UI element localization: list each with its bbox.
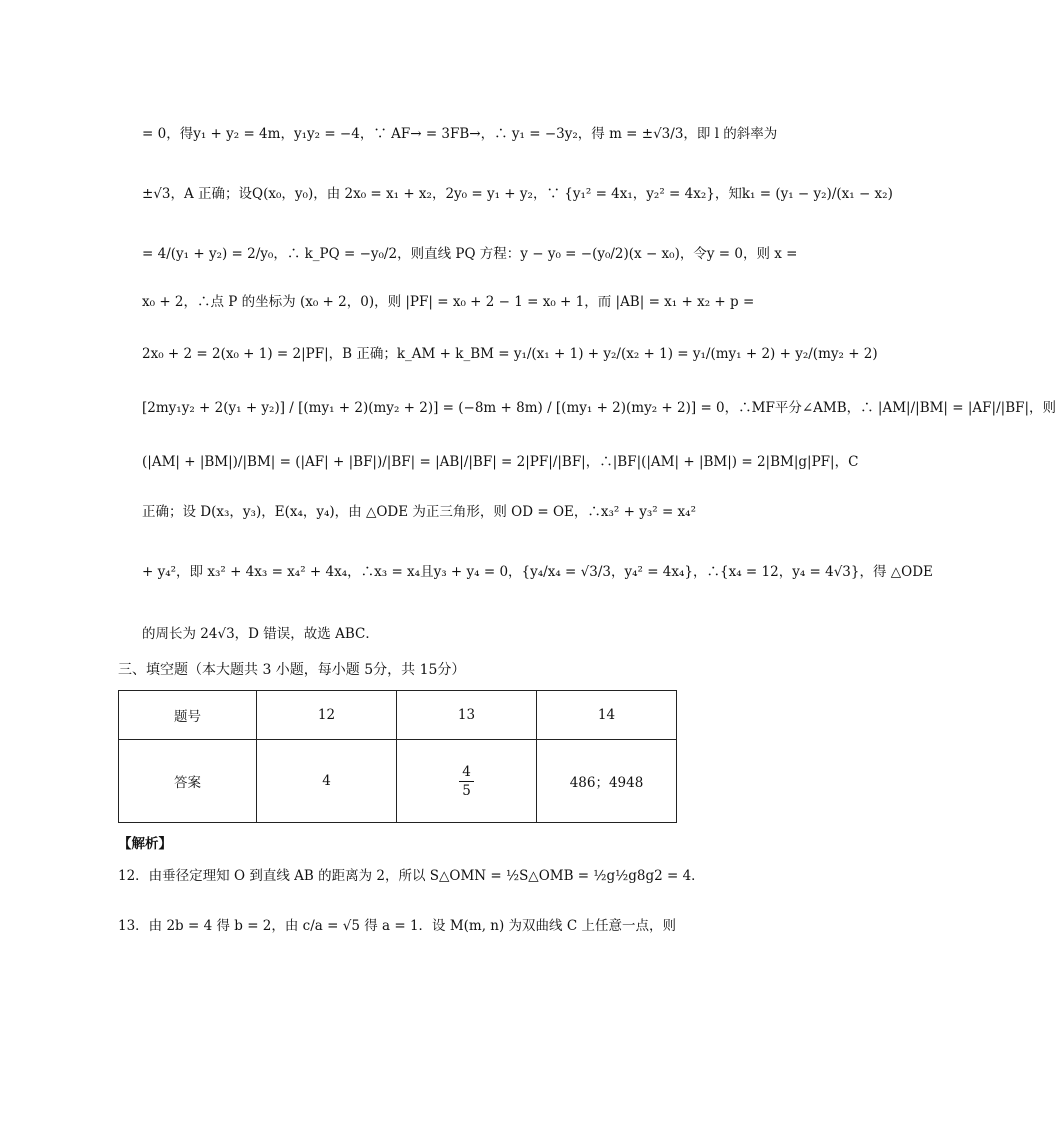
answer-label-cell: 答案 [119, 740, 257, 823]
answer-table-header-row [119, 691, 677, 740]
solution-line-1: = 0，得y₁ + y₂ = 4m，y₁y₂ = −4，∵ AF→ = 3FB→，∴ y₁ = −3y₂，得 m = ±√3/3，即 l 的斜率为 [142, 126, 778, 142]
solution-line-2: ±√3，A 正确；设Q(x₀，y₀)，由 2x₀ = x₁ + x₂，2y₀ = y₁ + y₂，∵ {y₁² = 4x₁，y₂² = 4x₂}，知k₁ = (y₁ − y₂)/(x₁ − x₂) [142, 186, 893, 202]
question-12-cell: 12 [257, 691, 397, 740]
section-heading: 三、填空题（本大题共 3 小题，每小题 5分，共 15分） [118, 662, 466, 678]
answer-13-cell [397, 740, 537, 823]
answer-14-cell: 486；4948 [537, 740, 677, 823]
solution-line-4: x₀ + 2，∴点 P 的坐标为 (x₀ + 2，0)，则 |PF| = x₀ + 2 − 1 = x₀ + 1，而 |AB| = x₁ + x₂ + p = [142, 294, 755, 310]
answer-13-denominator: 5 [462, 782, 471, 799]
solution-line-6: [2my₁y₂ + 2(y₁ + y₂)] / [(my₁ + 2)(my₂ + 2)] = (−8m + 8m) / [(my₁ + 2)(my₂ + 2)] = 0，∴MF平分∠AMB，∴ |AM|/|BM| = |AF|/|BF|，则 [142, 400, 1056, 416]
solution-line-5: 2x₀ + 2 = 2(x₀ + 1) = 2|PF|，B 正确；k_AM + k_BM = y₁/(x₁ + 1) + y₂/(x₂ + 1) = y₁/(my₁ + 2) + y₂/(my₂ + 2) [142, 346, 878, 362]
analysis-line-13: 13．由 2b = 4 得 b = 2，由 c/a = √5 得 a = 1．设 M(m, n) 为双曲线 C 上任意一点，则 [118, 918, 676, 934]
answer-table [118, 690, 677, 823]
solution-line-10: 的周长为 24√3，D 错误，故选 ABC． [142, 626, 379, 642]
analysis-heading: 【解析】 [118, 836, 172, 852]
solution-line-8: 正确；设 D(x₃，y₃)，E(x₄，y₄)，由 △ODE 为正三角形，则 OD = OE，∴x₃² + y₃² = x₄² [142, 504, 696, 520]
answer-table-answer-row [119, 740, 677, 823]
solution-line-7: (|AM| + |BM|)/|BM| = (|AF| + |BF|)/|BF| = |AB|/|BF| = 2|PF|/|BF|，∴|BF|(|AM| + |BM|) = 2|BM|g|PF|，C [142, 454, 859, 470]
answer-13-fraction [459, 763, 474, 800]
solution-line-3: = 4/(y₁ + y₂) = 2/y₀，∴ k_PQ = −y₀/2，则直线 PQ 方程：y − y₀ = −(y₀/2)(x − x₀)，令y = 0，则 x = [142, 246, 798, 262]
question-13-cell: 13 [397, 691, 537, 740]
question-14-cell: 14 [537, 691, 677, 740]
answer-13-numerator: 4 [459, 763, 474, 782]
answer-12-cell: 4 [257, 740, 397, 823]
header-label-cell: 题号 [119, 691, 257, 740]
solution-line-9: + y₄²，即 x₃² + 4x₃ = x₄² + 4x₄，∴x₃ = x₄且y₃ + y₄ = 0，{y₄/x₄ = √3/3，y₄² = 4x₄}，∴{x₄ = 12，y₄ = 4√3}，得 △ODE [142, 564, 933, 580]
analysis-line-12: 12．由垂径定理知 O 到直线 AB 的距离为 2，所以 S△OMN = ½S△OMB = ½g½g8g2 = 4． [118, 868, 705, 884]
